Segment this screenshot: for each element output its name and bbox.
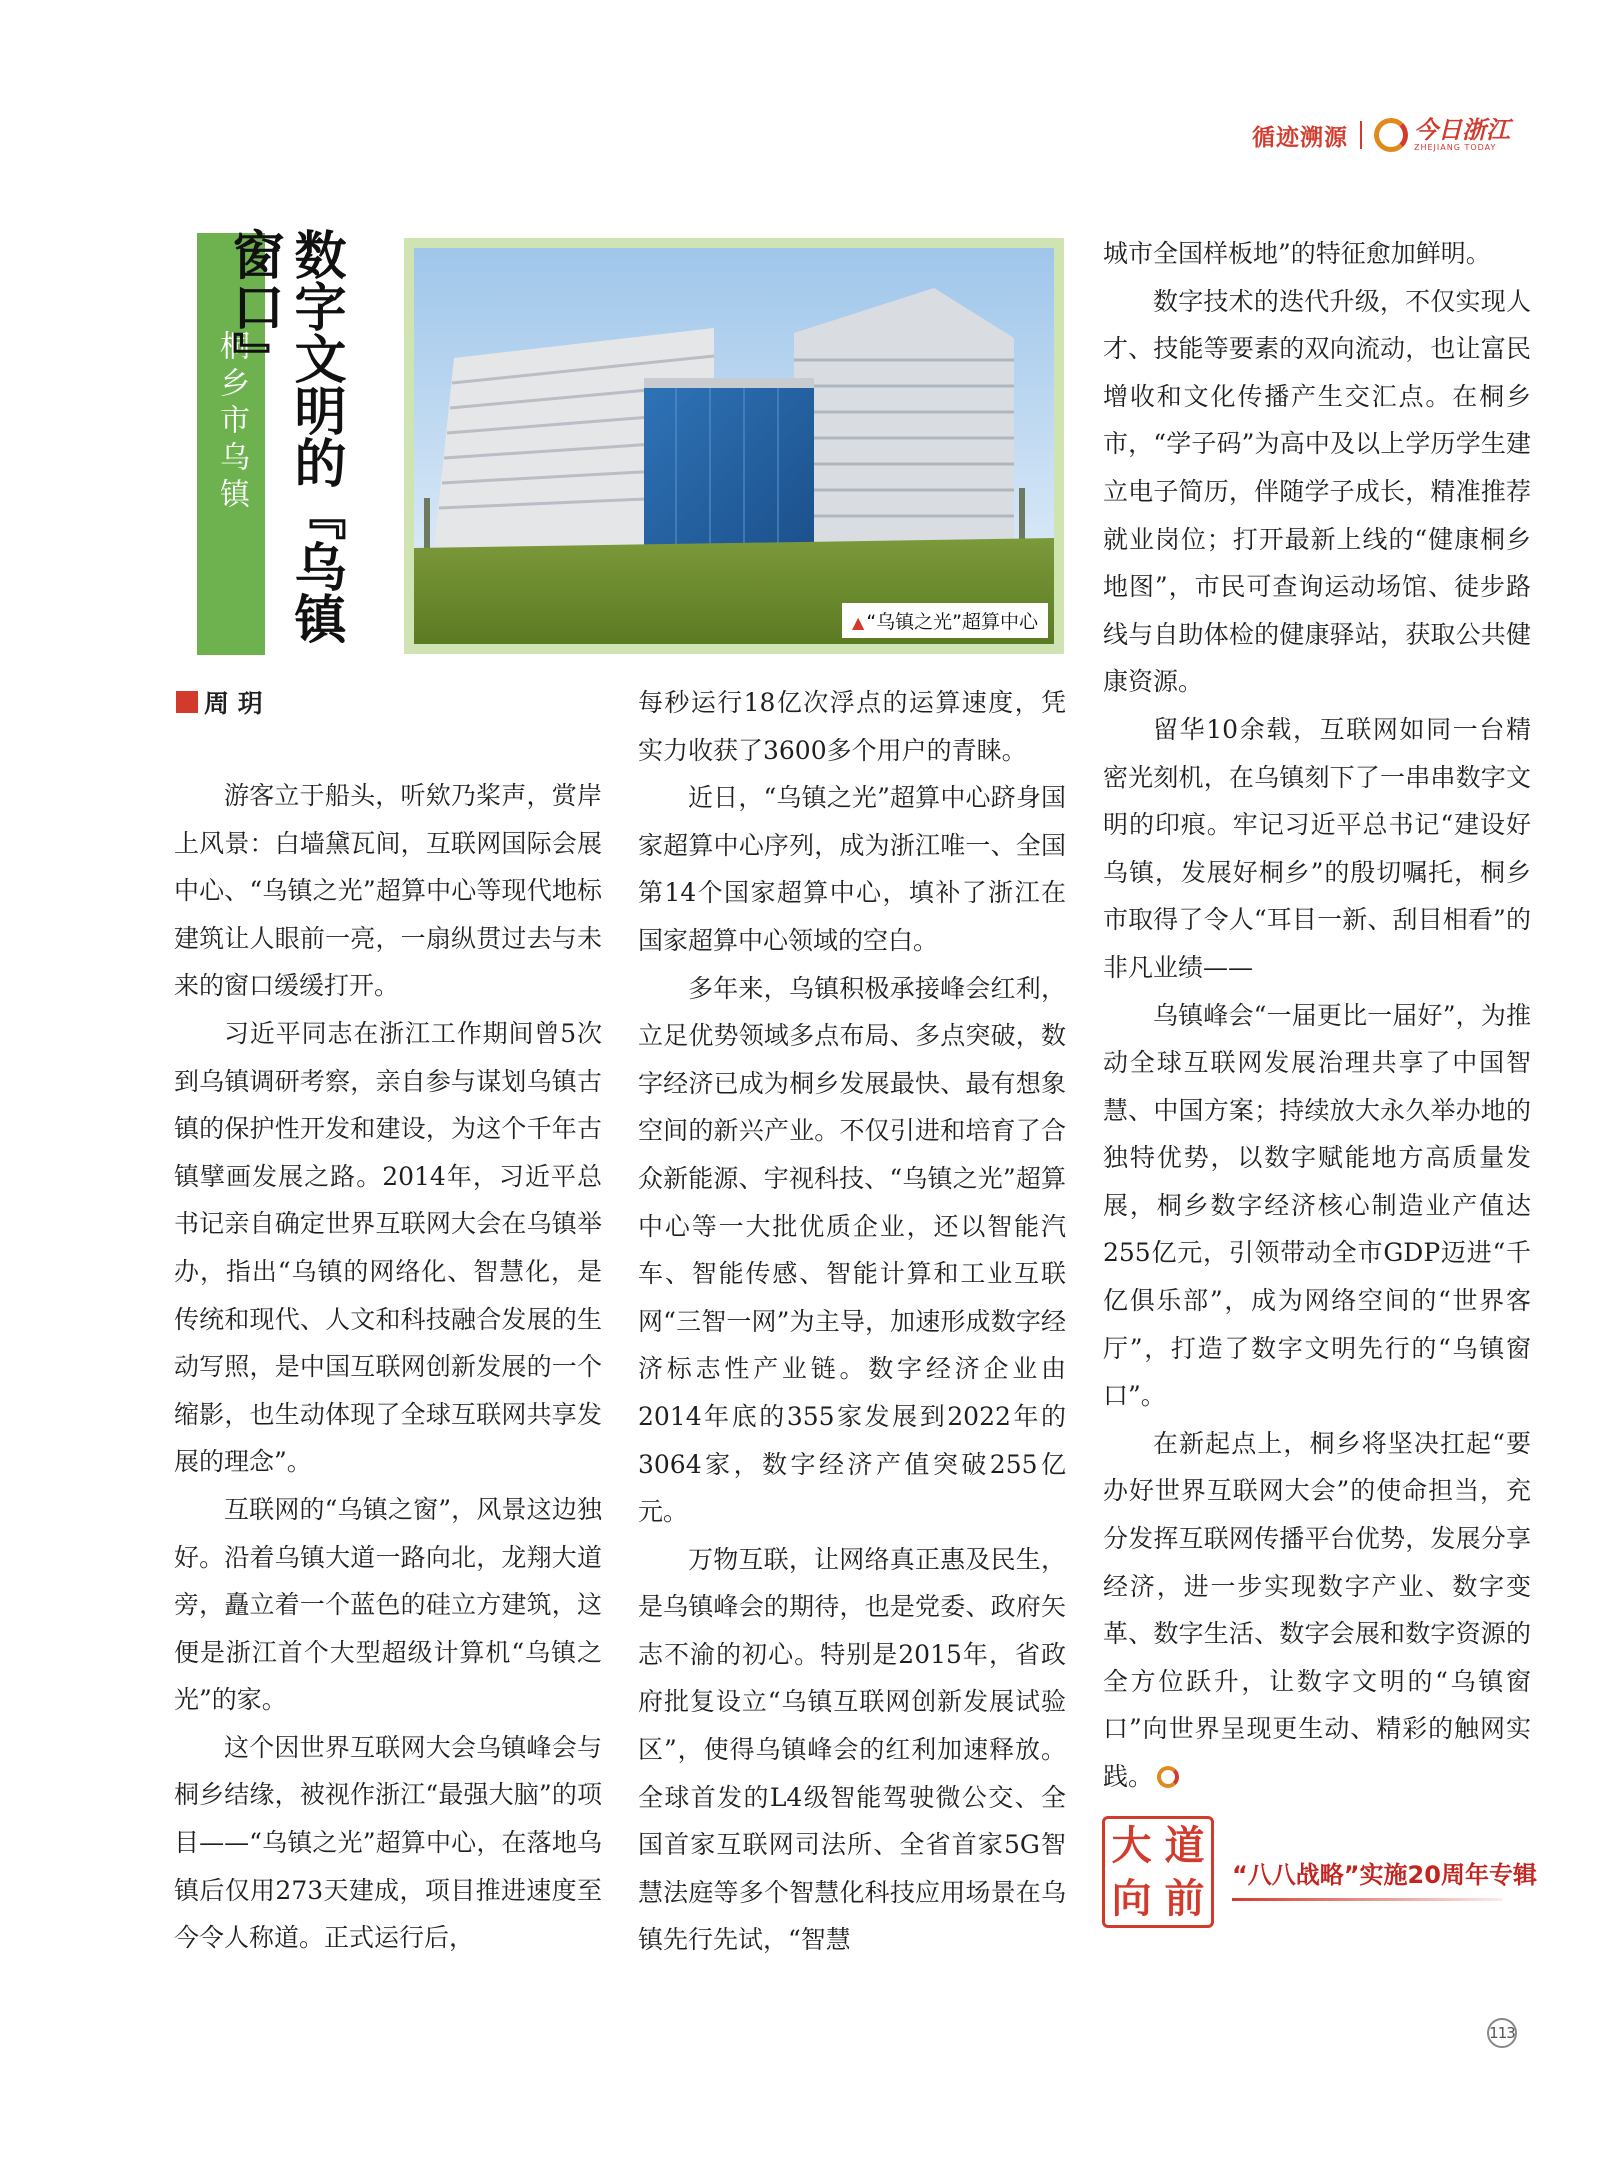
paragraph: 数字技术的迭代升级，不仅实现人才、技能等要素的双向流动，也让富民增收和文化传播产生交汇点。在桐乡市，“学子码”为高中及以上学历学生建立电子简历，伴随学子成长，精准推荐就业岗位；打开最新上线的“健康桐乡地图”，市民可查询运动场馆、徒步路线与自助体检的健康驿站，获取公共健康资源。 — [1103, 286, 1531, 697]
author-marker-icon — [176, 691, 198, 713]
caption-triangle-icon: ▲ — [852, 613, 865, 632]
paragraph: 近日，“乌镇之光”超算中心跻身国家超算中心序列，成为浙江唯一、全国第14个国家超算中心，填补了浙江在国家超算中心领域的空白。 — [638, 783, 1066, 955]
column-stamp-logo: 大 道 向 前 — [1102, 1816, 1214, 1928]
paragraph: 这个因世界互联网大会乌镇峰会与桐乡结缘，被视作浙江“最强大脑”的项目——“乌镇之光”超算中心，在落地乌镇后仅用273天建成，项目推进速度至今令人称道。正式运行后， — [174, 1732, 602, 1953]
author-byline — [176, 684, 263, 720]
page-header — [1252, 118, 1510, 152]
paragraph: 习近平同志在浙江工作期间曾5次到乌镇调研考察，亲自参与谋划乌镇古镇的保护性开发和建设，为这个千年古镇擘画发展之路。2014年，习近平总书记亲自确定世界互联网大会在乌镇举办，指出“乌镇的网络化、智慧化，是传统和现代、人文和科技融合发展的生动写照，是中国互联网创新发展的一个缩影，也生动体现了全球互联网共享发展的理念”。 — [174, 1018, 602, 1477]
special-underline — [1232, 1898, 1502, 1901]
author-name: 周 玥 — [204, 689, 263, 718]
article-location: 桐乡市乌镇 — [214, 330, 249, 515]
logo-swirl-icon — [1374, 118, 1408, 152]
body-column-1 — [174, 772, 602, 1962]
supercomputer-building-image — [414, 248, 1054, 644]
photo-caption: ▲ “乌镇之光”超算中心 — [842, 603, 1048, 638]
paragraph: 游客立于船头，听欸乃桨声，赏岸上风景：白墙黛瓦间，互联网国际会展中心、“乌镇之光”超算中心等现代地标建筑让人眼前一亮，一扇纵贯过去与未来的窗口缓缓打开。 — [174, 781, 602, 1001]
paragraph: 多年来，乌镇积极承接峰会红利，立足优势领域多点布局、多点突破，数字经济已成为桐乡发展最快、最有想象空间的新兴产业。不仅引进和培育了合众新能源、宇视科技、“乌镇之光”超算中心等一大批优质企业，还以智能汽车、智能传感、智能计算和工业互联网“三智一网”为主导，加速形成数字经济标志性产业链。数字经济企业由2014年底的355家发展到2022年的3064家，数字经济产值突破255亿元。 — [638, 973, 1066, 1527]
paragraph-final: 在新起点上，桐乡将坚决扛起“要办好世界互联网大会”的使命担当，充分发挥互联网传播平台优势，发展分享经济，进一步实现数字产业、数字变革、数字生活、数字会展和数字资源的全方位跃升，让数字文明的“乌镇窗口”向世界呈现更生动、精彩的触网实践。 — [1103, 1428, 1531, 1791]
paragraph: 万物互联，让网络真正惠及民生，是乌镇峰会的期待，也是党委、政府矢志不渝的初心。特别是2015年，省政府批复设立“乌镇互联网创新发展试验区”，使得乌镇峰会的红利加速释放。全球首发的L4级智能驾驶微公交、全国首家互联网司法所、全省首家5G智慧法庭等多个智慧化科技应用场景在乌镇先行先试，“智慧 — [638, 1544, 1066, 1955]
paragraph: 互联网的“乌镇之窗”，风景这边独好。沿着乌镇大道一路向北，龙翔大道旁，矗立着一个蓝色的硅立方建筑，这便是浙江首个大型超级计算机“乌镇之光”的家。 — [174, 1494, 602, 1715]
article-photo — [404, 238, 1064, 654]
special-issue-label: “八八战略”实施20周年专辑 — [1232, 1861, 1537, 1889]
article-title: 数字文明的『乌镇窗口』 — [223, 228, 345, 644]
body-column-3 — [1103, 230, 1531, 1801]
paragraph: 乌镇峰会“一届更比一届好”，为推动全球互联网发展治理共享了中国智慧、中国方案；持续放大永久举办地的独特优势，以数字赋能地方高质量发展，桐乡数字经济核心制造业产值达255亿元，引领带动全市GDP迈进“千亿俱乐部”，成为网络空间的“世界客厅”，打造了数字文明先行的“乌镇窗口”。 — [1103, 1000, 1531, 1411]
magazine-logo — [1374, 118, 1510, 152]
body-column-2 — [638, 679, 1066, 1964]
paragraph-continued: 每秒运行18亿次浮点的运算速度，凭实力收获了3600多个用户的青睐。 — [638, 688, 1066, 765]
logo-english: ZHEJIANG TODAY — [1414, 143, 1497, 152]
paragraph: 留华10余载，互联网如同一台精密光刻机，在乌镇刻下了一串串数字文明的印痕。牢记习近平总书记“建设好乌镇，发展好桐乡”的殷切嘱托，桐乡市取得了令人“耳目一新、刮目相看”的非凡业绩—— — [1103, 714, 1531, 982]
section-label: 循迹溯源 — [1252, 124, 1348, 151]
page-number: 113 — [1487, 2018, 1517, 2048]
end-mark-icon — [1157, 1766, 1179, 1788]
logo-chinese: 今日浙江 — [1414, 116, 1510, 144]
paragraph-continued: 城市全国样板地”的特征愈加鲜明。 — [1103, 239, 1491, 268]
header-divider — [1360, 121, 1362, 149]
